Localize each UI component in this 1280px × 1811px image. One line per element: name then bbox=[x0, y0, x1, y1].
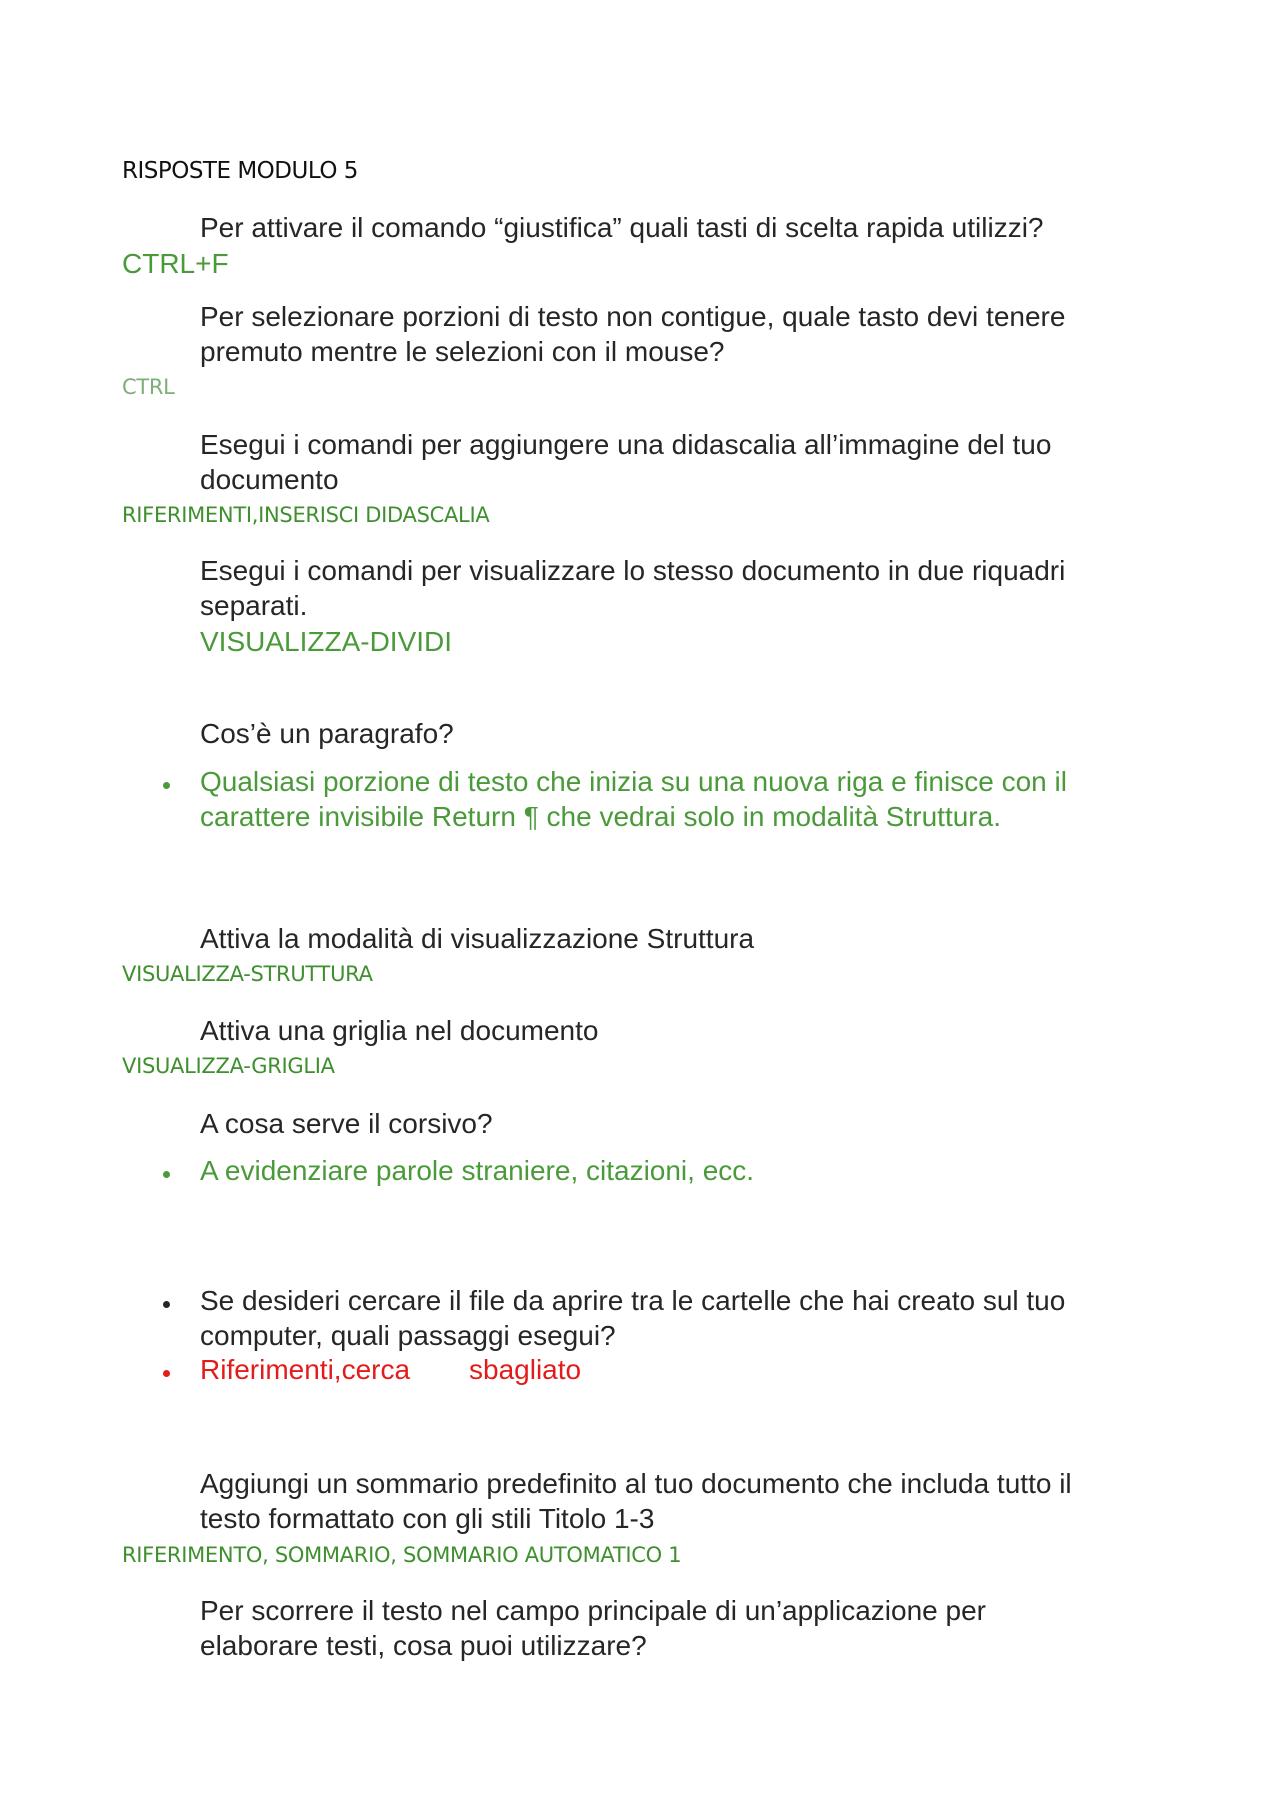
answer-8: A evidenziare parole straniere, citazioni, ecc. bbox=[200, 1155, 755, 1186]
verdict-wrong: sbagliato bbox=[469, 1354, 582, 1385]
question-2-line-1: Per selezionare porzioni di testo non contigue, quale tasto devi tenere bbox=[200, 301, 1066, 332]
answer-10: RIFERIMENTO, SOMMARIO, SOMMARIO AUTOMATICO 1 bbox=[122, 1543, 682, 1567]
answer-1: CTRL+F bbox=[122, 248, 229, 279]
question-4-line-1: Esegui i comandi per visualizzare lo stesso documento in due riquadri bbox=[200, 555, 1066, 586]
question-3-line-1: Esegui i comandi per aggiungere una didascalia all’immagine del tuo bbox=[200, 429, 1052, 460]
question-11-line-2: elaborare testi, cosa puoi utilizzare? bbox=[200, 1630, 647, 1661]
question-10-line-2: testo formattato con gli stili Titolo 1-3 bbox=[200, 1503, 655, 1534]
bullet-icon bbox=[163, 1301, 170, 1308]
answer-7: VISUALIZZA-GRIGLIA bbox=[122, 1054, 335, 1078]
question-2-line-2: premuto mentre le selezioni con il mouse? bbox=[200, 336, 725, 367]
question-10-line-1: Aggiungi un sommario predefinito al tuo documento che includa tutto il bbox=[200, 1468, 1072, 1499]
question-1: Per attivare il comando “giustifica” quali tasti di scelta rapida utilizzi? bbox=[200, 212, 1044, 243]
answer-9: Riferimenti,cerca bbox=[200, 1354, 411, 1385]
answer-5-line-2: carattere invisibile Return ¶ che vedrai solo in modalità Struttura. bbox=[200, 801, 1001, 832]
question-3-line-2: documento bbox=[200, 464, 339, 495]
question-7: Attiva una griglia nel documento bbox=[200, 1015, 599, 1046]
question-5: Cos’è un paragrafo? bbox=[200, 718, 454, 749]
question-9-line-2: computer, quali passaggi esegui? bbox=[200, 1320, 616, 1351]
document-title: RISPOSTE MODULO 5 bbox=[122, 158, 358, 184]
answer-4: VISUALIZZA-DIVIDI bbox=[200, 626, 453, 657]
question-8: A cosa serve il corsivo? bbox=[200, 1108, 493, 1139]
question-4-line-2: separati. bbox=[200, 590, 308, 621]
question-9-line-1: Se desideri cercare il file da aprire tra le cartelle che hai creato sul tuo bbox=[200, 1285, 1066, 1316]
bullet-icon bbox=[163, 1171, 170, 1178]
question-11-line-1: Per scorrere il testo nel campo principale di un’applicazione per bbox=[200, 1595, 986, 1626]
bullet-icon bbox=[163, 1370, 170, 1377]
answer-3: RIFERIMENTI,INSERISCI DIDASCALIA bbox=[122, 503, 490, 527]
answer-2: CTRL bbox=[122, 375, 175, 399]
answer-5-line-1: Qualsiasi porzione di testo che inizia su una nuova riga e finisce con il bbox=[200, 766, 1067, 797]
question-6: Attiva la modalità di visualizzazione Struttura bbox=[200, 923, 755, 954]
bullet-icon bbox=[163, 782, 170, 789]
answer-6: VISUALIZZA-STRUTTURA bbox=[122, 962, 373, 986]
